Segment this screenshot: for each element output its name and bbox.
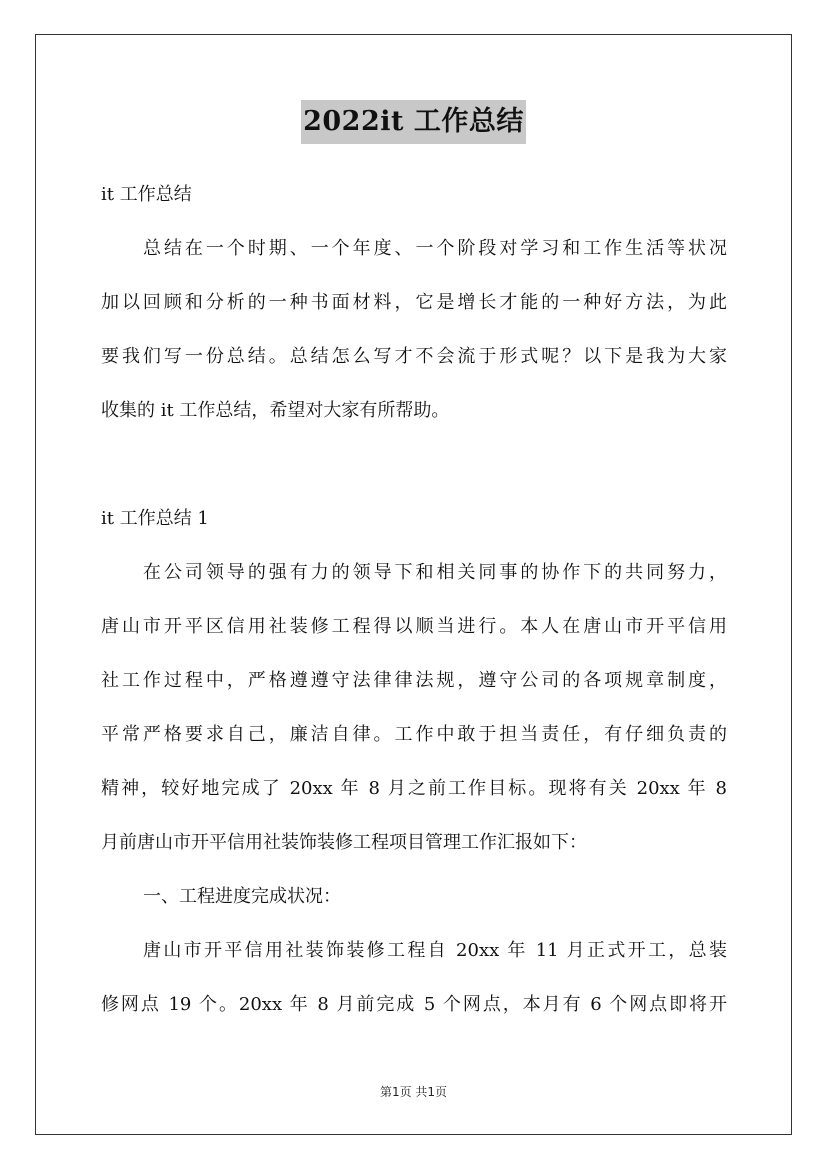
body-line-5: 精神，较好地完成了 20xx 年 8 月之前工作目标。现将有关 20xx 年 8 xyxy=(101,778,727,799)
paragraph-gap xyxy=(101,438,727,492)
section-line-1: 唐山市开平信用社装饰装修工程自 20xx 年 11 月正式开工，总装 xyxy=(143,940,727,961)
body-line-1: 在公司领导的强有力的领导下和相关同事的协作下的共同努力， xyxy=(143,562,727,583)
heading-it-summary: it 工作总结 xyxy=(101,184,192,205)
intro-line-3: 要我们写一份总结。总结怎么写才不会流于形式呢？以下是我为大家 xyxy=(101,346,727,367)
section-heading-progress: 一、工程进度完成状况： xyxy=(143,886,341,907)
heading-it-summary-1: it 工作总结 1 xyxy=(101,508,209,529)
title-container xyxy=(0,100,827,144)
body-line-3: 社工作过程中，严格遵遵守法律律法规，遵守公司的各项规章制度， xyxy=(101,670,727,691)
document-body xyxy=(101,168,727,1032)
body-line-4: 平常严格要求自己，廉洁自律。工作中敢于担当责任，有仔细负责的 xyxy=(101,724,727,745)
intro-line-1: 总结在一个时期、一个年度、一个阶段对学习和工作生活等状况 xyxy=(143,238,727,259)
intro-line-4: 收集的 it 工作总结，希望对大家有所帮助。 xyxy=(101,400,450,421)
page-footer: 第1页 共1页 xyxy=(379,1085,448,1099)
document-title: 2022it 工作总结 xyxy=(301,100,526,144)
section-line-2: 修网点 19 个。20xx 年 8 月前完成 5 个网点，本月有 6 个网点即将开 xyxy=(101,994,727,1015)
body-line-2: 唐山市开平区信用社装修工程得以顺当进行。本人在唐山市开平信用 xyxy=(101,616,727,637)
intro-line-2: 加以回顾和分析的一种书面材料，它是增长才能的一种好方法，为此 xyxy=(101,292,727,313)
body-line-6: 月前唐山市开平信用社装饰装修工程项目管理工作汇报如下： xyxy=(101,832,587,853)
